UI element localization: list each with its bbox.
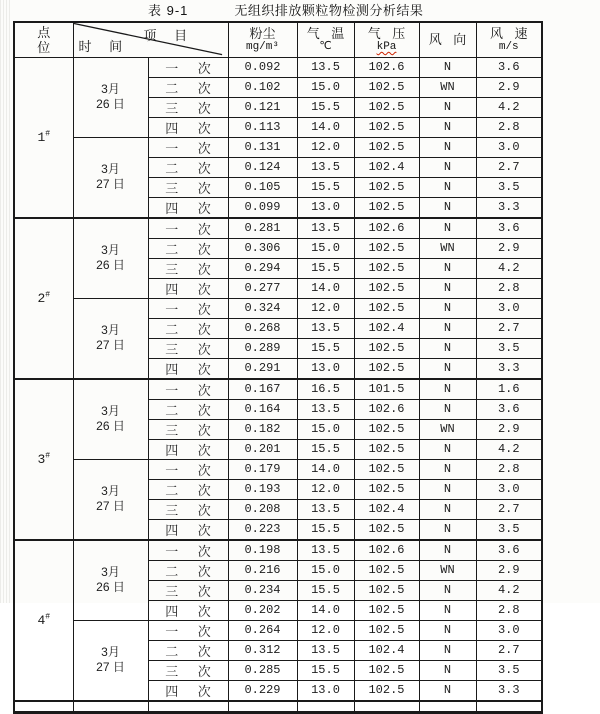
header-row	[14, 22, 542, 57]
sequence-cell: 一 次	[148, 620, 228, 640]
measurement-row	[14, 218, 542, 239]
pressure-cell: 102.5	[354, 419, 419, 439]
scan-artifact-edge	[0, 0, 11, 603]
date-line: 3月	[101, 645, 120, 659]
temperature-cell: 13.0	[297, 358, 354, 379]
wind-direction-cell: N	[419, 57, 476, 77]
pressure-header-label: 气 压	[367, 25, 406, 41]
sequence-cell: 一 次	[148, 540, 228, 561]
pressure-cell: 102.5	[354, 479, 419, 499]
wind-direction-cell: WN	[419, 77, 476, 97]
wind-speed-header-label: 风 速	[489, 25, 528, 41]
sequence-cell: 四 次	[148, 197, 228, 218]
date-line: 3月	[101, 565, 120, 579]
wind-direction-cell: N	[419, 660, 476, 680]
wind-direction-cell: WN	[419, 560, 476, 580]
pressure-cell: 102.5	[354, 238, 419, 258]
dust-cell: 0.167	[228, 379, 297, 400]
wind-speed-cell: 4.2	[476, 258, 542, 278]
pressure-cell: 102.4	[354, 499, 419, 519]
wind-speed-cell: 2.7	[476, 318, 542, 338]
temperature-cell: 13.5	[297, 157, 354, 177]
pressure-cell: 102.5	[354, 459, 419, 479]
wind-direction-cell: N	[419, 177, 476, 197]
wind-direction-cell: N	[419, 540, 476, 561]
dust-cell: 0.099	[228, 197, 297, 218]
temperature-cell: 15.5	[297, 338, 354, 358]
wind-speed-cell: 3.0	[476, 479, 542, 499]
wind-speed-cell: 2.7	[476, 640, 542, 660]
wind-direction-cell: N	[419, 399, 476, 419]
sequence-cell: 二 次	[148, 77, 228, 97]
dust-cell: 0.294	[228, 258, 297, 278]
date-line: 27 日	[96, 177, 125, 191]
temperature-cell: 15.0	[297, 560, 354, 580]
wind-speed-cell: 2.9	[476, 560, 542, 580]
wind-direction-cell: N	[419, 680, 476, 701]
date-cell	[73, 459, 148, 540]
sequence-cell: 三 次	[148, 660, 228, 680]
temperature-cell: 13.5	[297, 57, 354, 77]
wind-direction-cell: N	[419, 258, 476, 278]
wind-speed-cell: 3.5	[476, 660, 542, 680]
sequence-cell: 二 次	[148, 479, 228, 499]
wind-direction-cell: N	[419, 338, 476, 358]
pressure-cell: 102.4	[354, 640, 419, 660]
sequence-cell: 二 次	[148, 318, 228, 338]
wind-direction-cell: N	[419, 358, 476, 379]
pressure-cell: 102.5	[354, 620, 419, 640]
measurement-row	[14, 298, 542, 318]
temperature-cell: 14.0	[297, 459, 354, 479]
wind-speed-cell: 2.8	[476, 459, 542, 479]
wind-speed-cell: 3.6	[476, 399, 542, 419]
wind-direction-cell: N	[419, 499, 476, 519]
date-line: 27 日	[96, 338, 125, 352]
sequence-cell: 二 次	[148, 560, 228, 580]
wind-direction-cell: N	[419, 519, 476, 540]
dust-cell: 0.164	[228, 399, 297, 419]
point-cell	[14, 57, 73, 218]
column-header-dust	[228, 22, 297, 57]
wind-direction-cell: N	[419, 600, 476, 620]
temperature-cell: 12.0	[297, 620, 354, 640]
dust-cell: 0.229	[228, 680, 297, 701]
dust-cell: 0.198	[228, 540, 297, 561]
point-mark: #	[45, 612, 51, 622]
temperature-cell: 12.0	[297, 479, 354, 499]
point-number: 4	[37, 612, 46, 628]
wind-speed-cell: 3.5	[476, 519, 542, 540]
dust-cell: 0.124	[228, 157, 297, 177]
pressure-cell: 102.5	[354, 519, 419, 540]
point-mark: #	[45, 451, 51, 461]
pressure-cell: 102.5	[354, 117, 419, 137]
wind-speed-cell: 3.6	[476, 218, 542, 239]
temperature-cell: 15.5	[297, 439, 354, 459]
sequence-cell: 四 次	[148, 680, 228, 701]
date-line: 3月	[101, 323, 120, 337]
pressure-cell: 102.5	[354, 298, 419, 318]
pressure-cell: 102.4	[354, 157, 419, 177]
dust-cell: 0.216	[228, 560, 297, 580]
sequence-cell: 二 次	[148, 157, 228, 177]
dust-cell: 0.092	[228, 57, 297, 77]
sequence-cell: 四 次	[148, 439, 228, 459]
temperature-unit-label: ℃	[319, 40, 332, 53]
pressure-cell: 102.5	[354, 97, 419, 117]
empty-cell	[228, 701, 297, 713]
sequence-cell: 一 次	[148, 379, 228, 400]
wind-direction-cell: N	[419, 218, 476, 239]
wind-speed-cell: 3.3	[476, 197, 542, 218]
sequence-cell: 三 次	[148, 97, 228, 117]
pressure-cell: 102.5	[354, 258, 419, 278]
pressure-cell: 102.5	[354, 197, 419, 218]
date-cell	[73, 137, 148, 218]
wind-direction-cell: N	[419, 439, 476, 459]
date-line: 26 日	[96, 580, 125, 594]
pressure-cell: 102.6	[354, 218, 419, 239]
dust-cell: 0.281	[228, 218, 297, 239]
wind-direction-cell: N	[419, 580, 476, 600]
temperature-header-label: 气 温	[306, 25, 345, 41]
point-header-line1: 点	[37, 24, 51, 40]
measurement-row	[14, 137, 542, 157]
wind-speed-cell: 2.8	[476, 600, 542, 620]
column-header-temperature	[297, 22, 354, 57]
sequence-cell: 二 次	[148, 640, 228, 660]
wind-speed-cell: 2.7	[476, 157, 542, 177]
wind-speed-cell: 4.2	[476, 97, 542, 117]
pressure-cell: 102.5	[354, 660, 419, 680]
wind-speed-cell: 3.5	[476, 338, 542, 358]
empty-cell	[14, 701, 73, 713]
pressure-cell: 101.5	[354, 379, 419, 400]
pressure-cell: 102.5	[354, 77, 419, 97]
wind-speed-cell: 3.6	[476, 57, 542, 77]
wind-direction-cell: WN	[419, 419, 476, 439]
wind-speed-cell: 2.7	[476, 499, 542, 519]
temperature-cell: 15.5	[297, 258, 354, 278]
pressure-cell: 102.4	[354, 318, 419, 338]
empty-row	[14, 701, 542, 713]
column-header-wind-speed	[476, 22, 542, 57]
sequence-cell: 三 次	[148, 499, 228, 519]
dust-cell: 0.105	[228, 177, 297, 197]
sequence-cell: 一 次	[148, 298, 228, 318]
wind-direction-cell: N	[419, 640, 476, 660]
pressure-unit-label: kPa	[376, 40, 397, 53]
temperature-cell: 15.5	[297, 519, 354, 540]
wind-speed-cell: 3.3	[476, 358, 542, 379]
date-line: 3月	[101, 162, 120, 176]
sequence-cell: 四 次	[148, 519, 228, 540]
item-header-label: 项 目	[143, 28, 188, 43]
table-caption	[0, 2, 600, 19]
temperature-cell: 13.5	[297, 218, 354, 239]
wind-speed-cell: 1.6	[476, 379, 542, 400]
wind-direction-cell: WN	[419, 238, 476, 258]
pressure-cell: 102.5	[354, 358, 419, 379]
wind-direction-cell: N	[419, 157, 476, 177]
temperature-cell: 16.5	[297, 379, 354, 400]
dust-cell: 0.113	[228, 117, 297, 137]
dust-cell: 0.223	[228, 519, 297, 540]
measurement-row	[14, 379, 542, 400]
dust-header-label: 粉尘	[249, 25, 276, 41]
date-line: 26 日	[96, 97, 125, 111]
wind-speed-cell: 2.8	[476, 117, 542, 137]
point-number: 1	[37, 129, 46, 145]
wind-speed-cell: 3.3	[476, 680, 542, 701]
sequence-cell: 三 次	[148, 419, 228, 439]
empty-cell	[354, 701, 419, 713]
date-line: 26 日	[96, 419, 125, 433]
dust-cell: 0.179	[228, 459, 297, 479]
empty-cell	[476, 701, 542, 713]
wind-direction-cell: N	[419, 620, 476, 640]
empty-cell	[73, 701, 148, 713]
temperature-cell: 14.0	[297, 600, 354, 620]
wind-speed-cell: 3.5	[476, 177, 542, 197]
temperature-cell: 15.5	[297, 97, 354, 117]
temperature-cell: 13.5	[297, 640, 354, 660]
measurement-row	[14, 540, 542, 561]
temperature-cell: 13.0	[297, 680, 354, 701]
date-line: 3月	[101, 243, 120, 257]
dust-cell: 0.306	[228, 238, 297, 258]
wind-speed-cell: 3.0	[476, 298, 542, 318]
time-header-label: 时 间	[78, 38, 123, 54]
point-cell	[14, 218, 73, 379]
sequence-cell: 三 次	[148, 338, 228, 358]
sequence-cell: 一 次	[148, 57, 228, 77]
measurement-row	[14, 57, 542, 77]
wind-speed-unit-label: m/s	[498, 40, 519, 53]
sequence-cell: 四 次	[148, 600, 228, 620]
dust-cell: 0.193	[228, 479, 297, 499]
wind-direction-cell: N	[419, 318, 476, 338]
wind-speed-cell: 2.8	[476, 278, 542, 298]
date-line: 26 日	[96, 258, 125, 272]
wind-direction-cell: N	[419, 379, 476, 400]
dust-unit-label: mg/m³	[245, 40, 279, 53]
wind-speed-cell: 3.6	[476, 540, 542, 561]
dust-cell: 0.121	[228, 97, 297, 117]
table-body	[14, 57, 542, 713]
sequence-cell: 三 次	[148, 258, 228, 278]
page-title: 无组织排放颗粒物检测分析结果	[234, 3, 424, 18]
sequence-cell: 三 次	[148, 580, 228, 600]
pressure-cell: 102.6	[354, 399, 419, 419]
point-number: 2	[37, 290, 46, 306]
results-table	[13, 21, 543, 714]
wind-direction-cell: N	[419, 278, 476, 298]
temperature-cell: 13.5	[297, 499, 354, 519]
temperature-cell: 15.5	[297, 177, 354, 197]
date-cell	[73, 298, 148, 379]
temperature-cell: 13.5	[297, 540, 354, 561]
date-line: 27 日	[96, 660, 125, 674]
sequence-cell: 一 次	[148, 218, 228, 239]
column-header-wind-direction	[419, 22, 476, 57]
temperature-cell: 12.0	[297, 298, 354, 318]
column-header-time-item	[73, 22, 228, 57]
pressure-cell: 102.5	[354, 439, 419, 459]
wind-direction-cell: N	[419, 197, 476, 218]
wind-direction-cell: N	[419, 137, 476, 157]
point-mark: #	[45, 290, 51, 300]
pressure-cell: 102.5	[354, 580, 419, 600]
table-header	[14, 22, 542, 57]
date-cell	[73, 540, 148, 621]
measurement-row	[14, 620, 542, 640]
temperature-cell: 14.0	[297, 117, 354, 137]
wind-direction-cell: N	[419, 479, 476, 499]
point-mark: #	[45, 129, 51, 139]
pressure-cell: 102.5	[354, 600, 419, 620]
dust-cell: 0.234	[228, 580, 297, 600]
column-header-pressure	[354, 22, 419, 57]
temperature-cell: 15.5	[297, 580, 354, 600]
pressure-cell: 102.5	[354, 278, 419, 298]
pressure-cell: 102.5	[354, 137, 419, 157]
wind-speed-cell: 2.9	[476, 77, 542, 97]
sequence-cell: 一 次	[148, 459, 228, 479]
wind-speed-cell: 3.0	[476, 620, 542, 640]
sequence-cell: 三 次	[148, 177, 228, 197]
pressure-cell: 102.5	[354, 338, 419, 358]
wind-speed-cell: 4.2	[476, 439, 542, 459]
wind-direction-cell: N	[419, 97, 476, 117]
temperature-cell: 15.0	[297, 238, 354, 258]
wind-direction-cell: N	[419, 459, 476, 479]
pressure-cell: 102.5	[354, 177, 419, 197]
pressure-cell: 102.5	[354, 560, 419, 580]
dust-cell: 0.182	[228, 419, 297, 439]
dust-cell: 0.208	[228, 499, 297, 519]
dust-cell: 0.277	[228, 278, 297, 298]
temperature-cell: 13.5	[297, 399, 354, 419]
wind-direction-header-label: 风 向	[428, 32, 467, 48]
table-number: 表 9-1	[148, 3, 189, 18]
pressure-cell: 102.5	[354, 680, 419, 701]
temperature-cell: 15.0	[297, 77, 354, 97]
date-cell	[73, 218, 148, 299]
dust-cell: 0.289	[228, 338, 297, 358]
wind-direction-cell: N	[419, 117, 476, 137]
temperature-cell: 15.0	[297, 419, 354, 439]
wind-speed-cell: 3.0	[476, 137, 542, 157]
dust-cell: 0.264	[228, 620, 297, 640]
sequence-cell: 四 次	[148, 278, 228, 298]
point-number: 3	[37, 451, 46, 467]
sequence-cell: 四 次	[148, 117, 228, 137]
sequence-cell: 二 次	[148, 238, 228, 258]
sequence-cell: 四 次	[148, 358, 228, 379]
wind-speed-cell: 4.2	[476, 580, 542, 600]
date-line: 27 日	[96, 499, 125, 513]
temperature-cell: 12.0	[297, 137, 354, 157]
dust-cell: 0.285	[228, 660, 297, 680]
sequence-cell: 一 次	[148, 137, 228, 157]
dust-cell: 0.268	[228, 318, 297, 338]
date-line: 3月	[101, 404, 120, 418]
date-cell	[73, 57, 148, 137]
date-cell	[73, 620, 148, 701]
wind-direction-cell: N	[419, 298, 476, 318]
dust-cell: 0.312	[228, 640, 297, 660]
dust-cell: 0.291	[228, 358, 297, 379]
dust-cell: 0.131	[228, 137, 297, 157]
temperature-cell: 15.5	[297, 660, 354, 680]
point-cell	[14, 540, 73, 701]
point-header-line2: 位	[37, 39, 51, 55]
sequence-cell: 二 次	[148, 399, 228, 419]
empty-cell	[419, 701, 476, 713]
temperature-cell: 13.5	[297, 318, 354, 338]
empty-cell	[148, 701, 228, 713]
wind-speed-cell: 2.9	[476, 238, 542, 258]
wind-speed-cell: 2.9	[476, 419, 542, 439]
measurement-row	[14, 459, 542, 479]
column-header-point	[14, 22, 73, 57]
temperature-cell: 14.0	[297, 278, 354, 298]
date-cell	[73, 379, 148, 460]
temperature-cell: 13.0	[297, 197, 354, 218]
pressure-cell: 102.6	[354, 57, 419, 77]
date-line: 3月	[101, 484, 120, 498]
point-cell	[14, 379, 73, 540]
date-line: 3月	[101, 82, 120, 96]
dust-cell: 0.202	[228, 600, 297, 620]
empty-cell	[297, 701, 354, 713]
dust-cell: 0.324	[228, 298, 297, 318]
pressure-cell: 102.6	[354, 540, 419, 561]
dust-cell: 0.102	[228, 77, 297, 97]
dust-cell: 0.201	[228, 439, 297, 459]
